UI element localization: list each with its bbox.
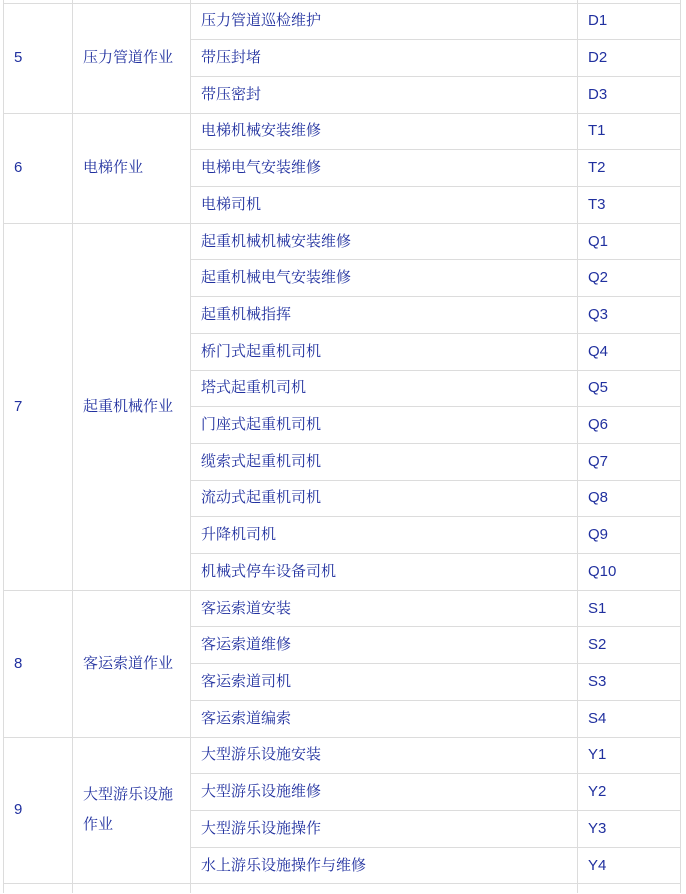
table-row (4, 737, 681, 774)
table-row (4, 590, 681, 627)
row-number-cell: 6 (4, 113, 73, 223)
category-cell: 客运索道作业 (73, 590, 191, 737)
item-code-cell: S3 (578, 664, 681, 701)
item-code-cell: S4 (578, 700, 681, 737)
item-name-cell: 起重机械指挥 (191, 297, 578, 334)
item-name-cell: 电梯司机 (191, 187, 578, 224)
table-row (4, 113, 681, 150)
item-name-cell: 电梯电气安装维修 (191, 150, 578, 187)
item-code-cell: Q2 (578, 260, 681, 297)
item-name-cell: 缆索式起重机司机 (191, 443, 578, 480)
item-code-cell: Q8 (578, 480, 681, 517)
table-row (4, 223, 681, 260)
item-code-cell: D1 (578, 3, 681, 40)
item-name-cell: 水上游乐设施操作与维修 (191, 847, 578, 884)
partial-cell (578, 884, 681, 893)
item-code-cell: Q4 (578, 333, 681, 370)
item-code-cell: Y1 (578, 737, 681, 774)
special-equipment-operations-table (3, 0, 681, 893)
row-number-cell: 9 (4, 737, 73, 884)
item-name-cell: 升降机司机 (191, 517, 578, 554)
item-name-cell: 客运索道维修 (191, 627, 578, 664)
item-code-cell: D3 (578, 76, 681, 113)
category-cell: 起重机械作业 (73, 223, 191, 590)
item-code-cell: Q10 (578, 554, 681, 591)
partial-cell (4, 884, 73, 893)
category-cell: 电梯作业 (73, 113, 191, 223)
item-name-cell: 带压封堵 (191, 40, 578, 77)
item-name-cell: 大型游乐设施操作 (191, 810, 578, 847)
partial-cell (73, 884, 191, 893)
item-name-cell: 起重机械电气安装维修 (191, 260, 578, 297)
item-name-cell: 压力管道巡检维护 (191, 3, 578, 40)
item-name-cell: 塔式起重机司机 (191, 370, 578, 407)
item-name-cell: 大型游乐设施安装 (191, 737, 578, 774)
table-row (4, 3, 681, 40)
item-name-cell: 电梯机械安装维修 (191, 113, 578, 150)
item-code-cell: D2 (578, 40, 681, 77)
item-code-cell: T3 (578, 187, 681, 224)
partial-cell (191, 884, 578, 893)
item-code-cell: Y4 (578, 847, 681, 884)
item-code-cell: T1 (578, 113, 681, 150)
item-name-cell: 流动式起重机司机 (191, 480, 578, 517)
partial-row-bottom (4, 884, 681, 893)
item-code-cell: S1 (578, 590, 681, 627)
item-name-cell: 大型游乐设施维修 (191, 774, 578, 811)
item-name-cell: 桥门式起重机司机 (191, 333, 578, 370)
item-code-cell: Q9 (578, 517, 681, 554)
item-name-cell: 门座式起重机司机 (191, 407, 578, 444)
category-cell: 压力管道作业 (73, 3, 191, 113)
row-number-cell: 7 (4, 223, 73, 590)
item-code-cell: S2 (578, 627, 681, 664)
item-code-cell: Y2 (578, 774, 681, 811)
item-code-cell: T2 (578, 150, 681, 187)
item-name-cell: 带压密封 (191, 76, 578, 113)
item-name-cell: 起重机械机械安装维修 (191, 223, 578, 260)
item-code-cell: Q6 (578, 407, 681, 444)
item-name-cell: 机械式停车设备司机 (191, 554, 578, 591)
item-code-cell: Q1 (578, 223, 681, 260)
item-name-cell: 客运索道编索 (191, 700, 578, 737)
item-code-cell: Y3 (578, 810, 681, 847)
table-wrapper (3, 0, 683, 893)
row-number-cell: 5 (4, 3, 73, 113)
item-code-cell: Q5 (578, 370, 681, 407)
item-name-cell: 客运索道安装 (191, 590, 578, 627)
item-code-cell: Q7 (578, 443, 681, 480)
item-name-cell: 客运索道司机 (191, 664, 578, 701)
row-number-cell: 8 (4, 590, 73, 737)
item-code-cell: Q3 (578, 297, 681, 334)
category-cell: 大型游乐设施作业 (73, 737, 191, 884)
